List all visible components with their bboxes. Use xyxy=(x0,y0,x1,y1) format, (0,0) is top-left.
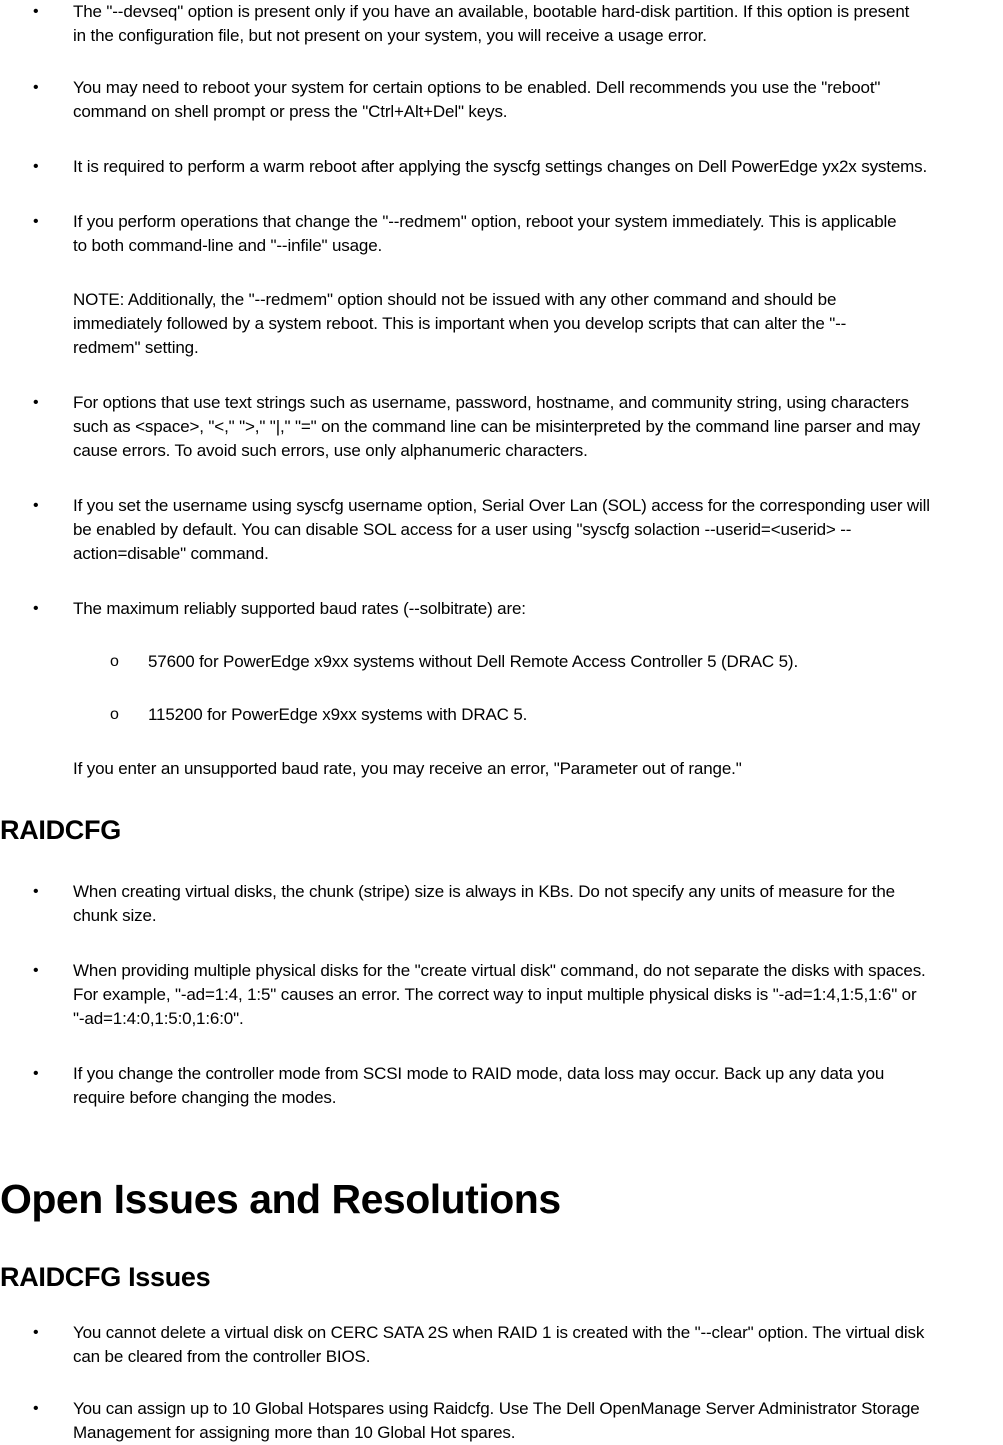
list-item-text: The maximum reliably supported baud rates (--solbitrate) are: xyxy=(73,599,526,618)
baud-rate-note: If you enter an unsupported baud rate, you may receive an error, "Parameter out of range." xyxy=(73,759,742,778)
list-item-text: For options that use text strings such as username, password, hostname, and community string, using characters such as <space>, "<," ">," "|," "=" on the command line can be misinterpreted by the command line parser and may cause errors. To avoid such errors, use only alphanumeric characters. xyxy=(73,393,921,460)
bullet-marker: • xyxy=(33,394,39,411)
list-item-text: It is required to perform a warm reboot after applying the syscfg settings changes on Dell PowerEdge yx2x systems. xyxy=(73,157,928,176)
list-item-text: When creating virtual disks, the chunk (stripe) size is always in KBs. Do not specify any units of measure for the chunk size. xyxy=(73,882,895,925)
bullet-marker: • xyxy=(33,3,39,20)
bullet-marker: • xyxy=(33,962,39,979)
list-item-text: If you change the controller mode from SCSI mode to RAID mode, data loss may occur. Back up any data you require before changing the modes. xyxy=(73,1064,885,1107)
sub-list-item-text: 115200 for PowerEdge x9xx systems with DRAC 5. xyxy=(148,705,528,724)
bullet-marker: • xyxy=(33,883,39,900)
list-item-text: The "--devseq" option is present only if you have an available, bootable hard-disk partition. If this option is present in the configuration file, but not present on your system, you will receive a usage error. xyxy=(73,2,910,45)
bullet-marker: • xyxy=(33,1065,39,1082)
redmem-note: NOTE: Additionally, the "--redmem" option should not be issued with any other command and should be immediately followed by a system reboot. This is important when you develop scripts that can alter the "-- redmem" setting. xyxy=(73,290,847,357)
bullet-marker: • xyxy=(33,79,39,96)
list-item-text: You can assign up to 10 Global Hotspares using Raidcfg. Use The Dell OpenManage Server Administrator Storage Management for assigning more than 10 Global Hot spares. xyxy=(73,1399,920,1442)
list-item-text: When providing multiple physical disks for the "create virtual disk" command, do not separate the disks with spaces. For example, "-ad=1:4, 1:5" causes an error. The correct way to input multiple physical disks is "-ad=1:4,1:5,1:6" or "-ad=1:4:0,1:5:0,1:6:0". xyxy=(73,961,926,1028)
bullet-marker: • xyxy=(33,158,39,175)
bullet-marker: • xyxy=(33,600,39,617)
sub-list-item-text: 57600 for PowerEdge x9xx systems without Dell Remote Access Controller 5 (DRAC 5). xyxy=(148,652,799,671)
list-item-text: If you perform operations that change the "--redmem" option, reboot your system immediately. This is applicable to both command-line and "--infile" usage. xyxy=(73,212,897,255)
section-heading-raidcfg: RAIDCFG xyxy=(0,815,121,845)
page-title-open-issues: Open Issues and Resolutions xyxy=(0,1176,561,1222)
section-heading-raidcfg-issues: RAIDCFG Issues xyxy=(0,1262,211,1292)
list-item-text: You cannot delete a virtual disk on CERC SATA 2S when RAID 1 is created with the "--clear" option. The virtual disk can be cleared from the controller BIOS. xyxy=(73,1323,925,1366)
list-item-text: If you set the username using syscfg username option, Serial Over Lan (SOL) access for the corresponding user will be enabled by default. You can disable SOL access for a user using "syscfg solaction --userid=<userid> -- action=disable" command. xyxy=(73,496,930,563)
bullet-marker: • xyxy=(33,1324,39,1341)
bullet-marker: • xyxy=(33,497,39,514)
bullet-marker: • xyxy=(33,213,39,230)
sub-bullet-marker: o xyxy=(110,653,119,670)
bullet-marker: • xyxy=(33,1400,39,1417)
list-item-text: You may need to reboot your system for certain options to be enabled. Dell recommends you use the "reboot" command on shell prompt or press the "Ctrl+Alt+Del" keys. xyxy=(73,78,881,121)
sub-bullet-marker: o xyxy=(110,706,119,723)
